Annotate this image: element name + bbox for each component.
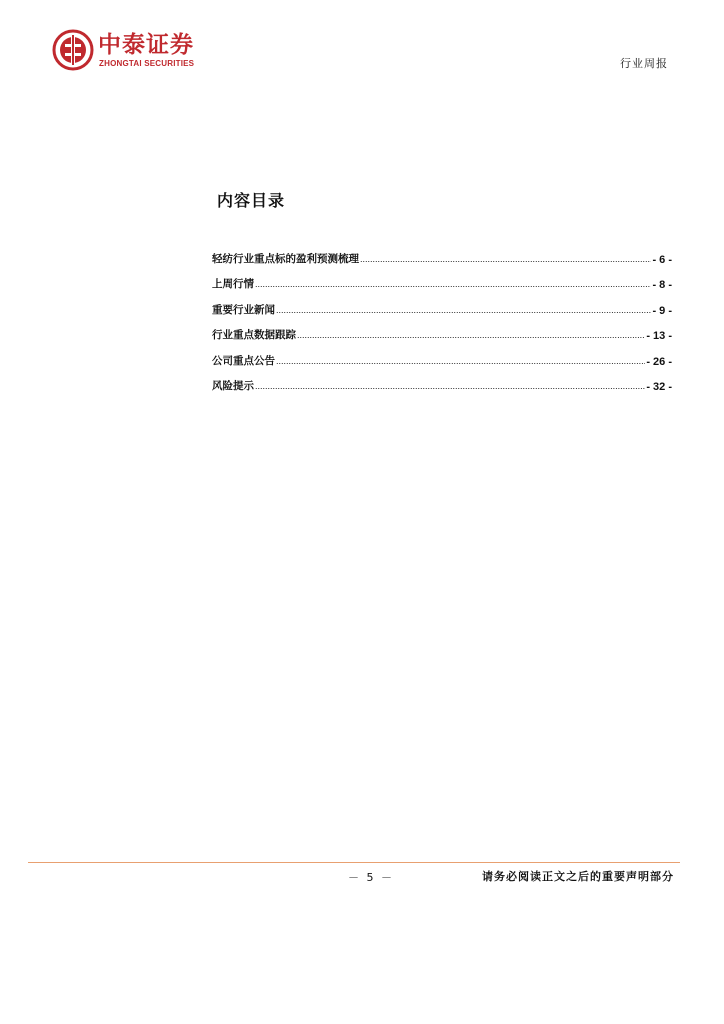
- toc-entry-label: 风险提示: [212, 380, 254, 392]
- footer-disclaimer: 请务必阅读正文之后的重要声明部分: [482, 870, 674, 883]
- toc-entry-page: - 8 -: [652, 279, 672, 291]
- toc-entry-page: - 32 -: [646, 381, 672, 393]
- report-type-label: 行业周报: [620, 57, 668, 70]
- toc-leader-dots: [255, 279, 651, 289]
- table-of-contents: [212, 240, 672, 393]
- toc-title: 内容目录: [217, 191, 286, 210]
- footer-divider: [28, 862, 680, 863]
- toc-entry-page: - 13 -: [646, 330, 672, 342]
- toc-entry-label: 行业重点数据跟踪: [212, 329, 296, 341]
- logo-english-name: ZHONGTAI SECURITIES: [99, 59, 195, 68]
- toc-entry-page: - 26 -: [646, 355, 672, 368]
- toc-leader-dots: [297, 330, 645, 340]
- toc-entry[interactable]: [212, 266, 672, 292]
- toc-leader-dots: [255, 381, 645, 391]
- toc-entry[interactable]: [212, 240, 672, 266]
- page-number: － 5 －: [348, 871, 394, 884]
- toc-entry[interactable]: [212, 291, 672, 317]
- toc-entry-label: 重要行业新闻: [212, 303, 275, 316]
- toc-entry[interactable]: [212, 342, 672, 368]
- toc-entry-page: - 6 -: [652, 253, 672, 266]
- toc-entry-page: - 9 -: [652, 304, 672, 317]
- logo-chinese-name: 中泰证券: [98, 32, 194, 58]
- toc-leader-dots: [276, 356, 645, 366]
- toc-entry-label: 上周行情: [212, 278, 254, 290]
- toc-leader-dots: [360, 254, 651, 264]
- toc-leader-dots: [276, 305, 651, 315]
- toc-entry-label: 轻纺行业重点标的盈利预测梳理: [212, 252, 359, 265]
- company-logo: [52, 29, 222, 73]
- toc-entry-label: 公司重点公告: [212, 354, 275, 367]
- toc-entry[interactable]: [212, 317, 672, 343]
- zhongtai-logo-icon: [52, 29, 94, 71]
- toc-entry[interactable]: [212, 368, 672, 394]
